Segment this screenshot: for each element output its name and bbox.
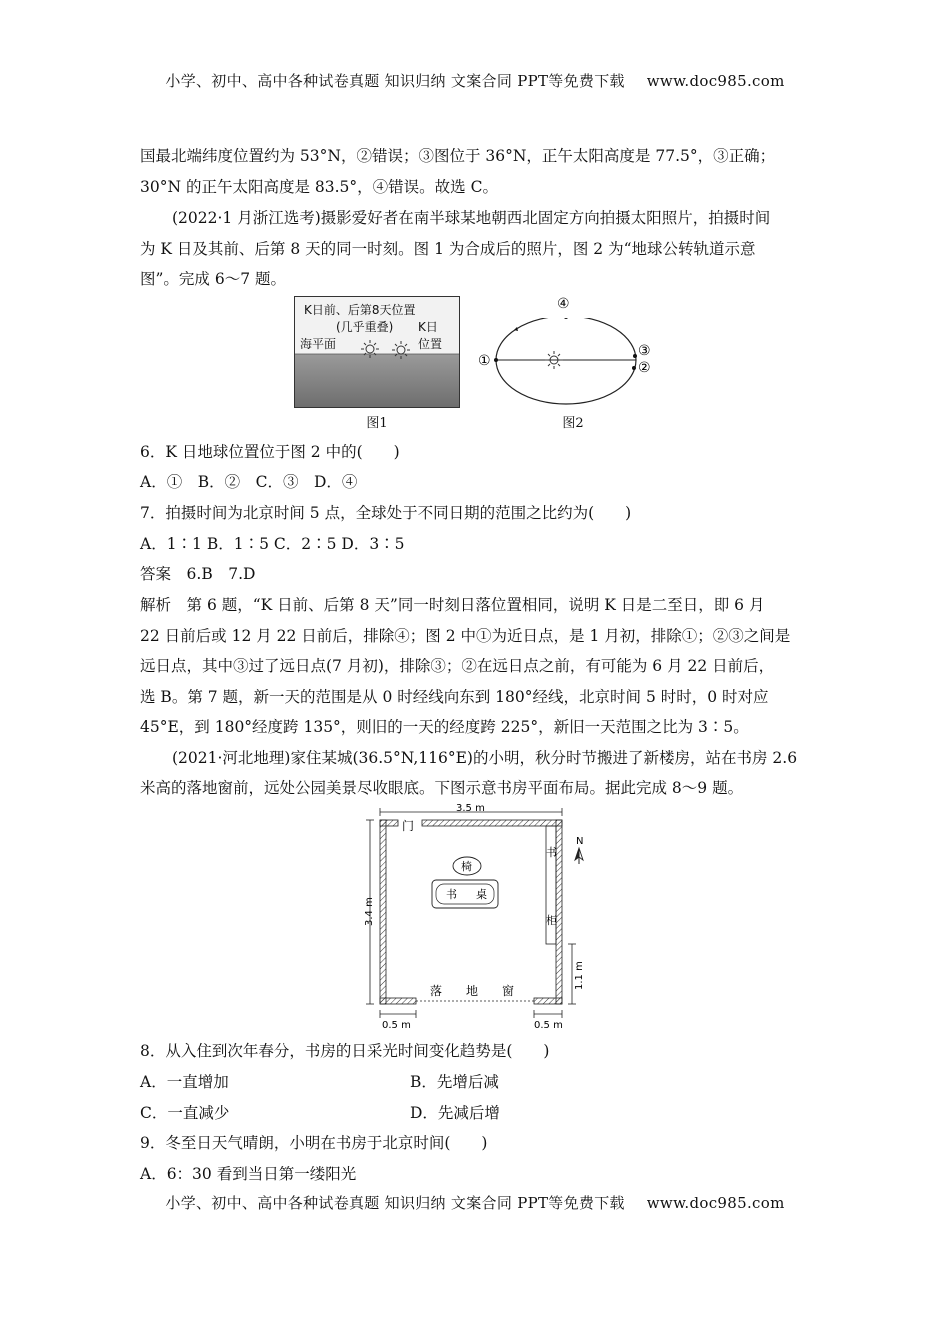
q8-option-a: A．一直增加 xyxy=(140,1073,229,1091)
analysis-line4: 选 B。第 7 题，新一天的范围是从 0 时经线向东到 180°经线，北京时间 5 时时，0 时对应 xyxy=(140,688,769,706)
q6-options: A．① B．② C．③ D．④ xyxy=(140,473,358,491)
intro1-line2: 为 K 日及其前、后第 8 天的同一时刻。图 1 为合成后的照片，图 2 为“地球公转轨道示意 xyxy=(140,240,756,258)
answer-label: 答案 xyxy=(140,565,172,583)
width-label: 3.5 m xyxy=(456,803,485,814)
intro1-line3: 图”。完成 6～7 题。 xyxy=(140,270,287,288)
q6-stem: 6．K 日地球位置位于图 2 中的( ) xyxy=(140,443,400,461)
fig1-label-sea: 海平面 xyxy=(300,337,337,351)
figure-1 xyxy=(294,296,460,408)
right-dim-label: 1.1 m xyxy=(574,961,585,990)
analysis-text1: 第 6 题，“K 日前、后第 8 天”同一时刻日落位置相同，说明 K 日是二至日，即 6 月 xyxy=(186,596,765,614)
wall-top-right xyxy=(422,820,562,826)
point-2-dot xyxy=(632,366,636,370)
point-3-dot xyxy=(633,354,637,358)
fig1-label-overlap: (几乎重叠) xyxy=(336,320,394,334)
point-1-label: ① xyxy=(478,353,491,369)
q8-option-b: B．先增后减 xyxy=(410,1073,499,1091)
fig1-sea xyxy=(295,354,459,407)
q8-option-c: C．一直减少 xyxy=(140,1104,230,1122)
intro2-line2: 米高的落地窗前，远处公园美景尽收眼底。下图示意书房平面布局。据此完成 8～9 题。 xyxy=(140,779,744,797)
header-site: www.doc985.com xyxy=(646,72,785,90)
wall-left xyxy=(380,820,386,1004)
intro1-line1: (2022·1 月浙江选考)摄影爱好者在南半球某地朝西北固定方向拍摄太阳照片，拍摄时间 xyxy=(172,209,771,227)
prev-answer-line2: 30°N 的正午太阳高度是 83.5°，④错误。故选 C。 xyxy=(140,178,498,196)
answer-line xyxy=(140,564,812,584)
intro2-line1: (2021·河北地理)家住某城(36.5°N,116°E)的小明，秋分时节搬进了新楼房，站在书房 2.6 xyxy=(172,749,798,767)
bookshelf-label-1: 书 xyxy=(546,846,557,859)
point-2-label: ② xyxy=(638,360,651,376)
figure-2 xyxy=(470,318,670,406)
fig2-caption: 图2 xyxy=(562,416,584,431)
analysis-line1 xyxy=(140,595,812,615)
wall-top-left xyxy=(380,820,398,826)
window-label: 落 地 窗 xyxy=(430,984,515,998)
north-label: N xyxy=(576,836,584,847)
fig1-caption: 图1 xyxy=(366,416,388,431)
point-4-label: ④ xyxy=(557,296,570,312)
north-arrow-icon xyxy=(575,848,583,864)
q7-stem: 7．拍摄时间为北京时间 5 点，全球处于不同日期的范围之比约为( ) xyxy=(140,504,632,522)
answer-text: 6.B 7.D xyxy=(186,565,256,583)
fig1-label-k: K日 xyxy=(418,320,438,334)
analysis-line2: 22 日前后或 12 月 22 日前后，排除④；图 2 中①为近日点，是 1 月初，排除①；②③之间是 xyxy=(140,627,791,645)
analysis-line5: 45°E，到 180°经度跨 135°，则旧的一天的经度跨 225°，新旧一天范围之比为 3∶5。 xyxy=(140,718,749,736)
header-text: 小学、初中、高中各种试卷真题 知识归纳 文案合同 PPT等免费下载 xyxy=(165,72,625,90)
bookshelf-label-2: 柜 xyxy=(546,914,557,927)
analysis-line3: 远日点，其中③过了远日点(7 月初)，排除③；②在远日点之前，有可能为 6 月 22 日前后， xyxy=(140,657,775,675)
desk-label-1: 书 xyxy=(446,888,457,901)
wall-bottom-right xyxy=(534,998,562,1004)
q7-options: A．1∶1 B．1∶5 C．2∶5 D．3∶5 xyxy=(140,535,405,553)
footer-site: www.doc985.com xyxy=(646,1194,785,1212)
chair-label: 椅 xyxy=(461,860,472,873)
q8-stem: 8．从入住到次年春分，书房的日采光时间变化趋势是( ) xyxy=(140,1042,550,1060)
fig1-label-k-pos: 位置 xyxy=(418,337,443,351)
fig1-label-before-after: K日前、后第8天位置 xyxy=(304,303,416,317)
analysis-label: 解析 xyxy=(140,596,172,614)
bottom-left-dim-label: 0.5 m xyxy=(382,1020,411,1031)
q9-stem: 9．冬至日天气晴朗，小明在书房于北京时间( ) xyxy=(140,1134,488,1152)
orbit-ellipse xyxy=(496,318,636,404)
point-1-dot xyxy=(494,358,498,362)
door-label: 门 xyxy=(402,819,415,833)
prev-answer-line1: 国最北端纬度位置约为 53°N，②错误；③图位于 36°N，正午太阳高度是 77.5°，③正确； xyxy=(140,147,776,165)
footer-text: 小学、初中、高中各种试卷真题 知识归纳 文案合同 PPT等免费下载 xyxy=(165,1194,625,1212)
page-header xyxy=(0,70,950,91)
floor-plan-figure xyxy=(360,802,600,1032)
point-4-dot xyxy=(564,318,568,319)
q8-option-d: D．先减后增 xyxy=(410,1104,500,1122)
page-footer xyxy=(0,1192,950,1213)
wall-bottom-left xyxy=(380,998,416,1004)
height-label: 3.4 m xyxy=(364,897,375,926)
q9-option-a: A．6：30 看到当日第一缕阳光 xyxy=(140,1165,357,1183)
desk-label-2: 桌 xyxy=(476,888,487,901)
point-3-label: ③ xyxy=(638,343,651,359)
bottom-right-dim-label: 0.5 m xyxy=(534,1020,563,1031)
